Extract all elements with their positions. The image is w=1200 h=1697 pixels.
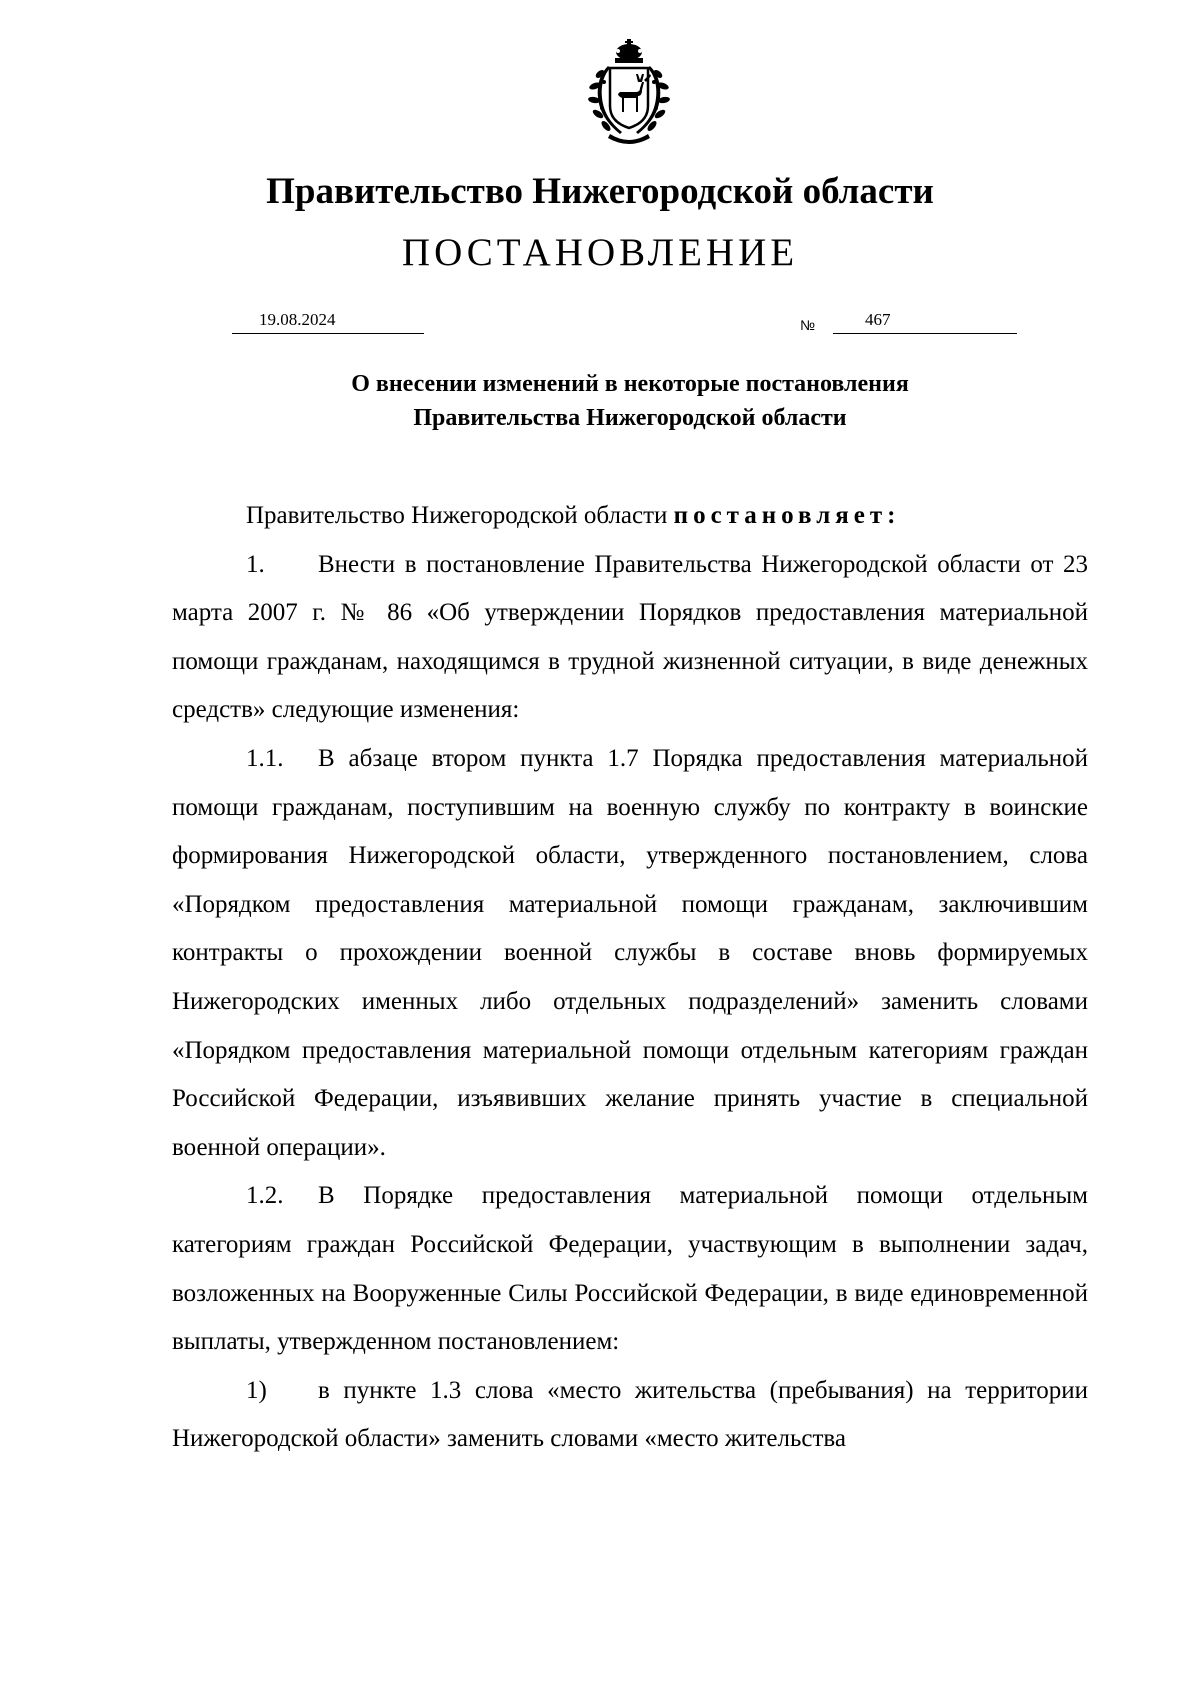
paragraph-1-2-item-1 — [172, 1367, 1088, 1464]
document-date-field — [232, 309, 424, 334]
paragraph-1-1 — [172, 735, 1088, 1172]
paragraph-number: 1.1. — [246, 744, 284, 772]
preamble — [172, 492, 1088, 541]
document-number-field — [833, 309, 1017, 334]
subject-line-1: О внесении изменений в некоторые постановления — [351, 371, 909, 397]
paragraph-number: 1. — [246, 550, 265, 578]
subject-line-2: Правительства Нижегородской области — [413, 405, 847, 431]
paragraph-number: 1) — [246, 1376, 267, 1404]
document-type: ПОСТАНОВЛЕНИЕ — [401, 231, 799, 274]
paragraph-1 — [172, 541, 1088, 735]
paragraph-text: в пункте 1.3 слова «место жительства (пребывания) на территории Нижегородской области» заменить словами «место жительства — [172, 1376, 1088, 1453]
organization-title: Правительство Нижегородской области — [266, 171, 934, 212]
document-number: 467 — [865, 310, 891, 329]
coat-of-arms-icon — [570, 38, 688, 150]
paragraph-text: Внести в постановление Правительства Нижегородской области от 23 марта 2007 г. № 86 «Об утверждении Порядков предоставления материальной помощи гражданам, находящимся в трудной жизненной ситуации, в виде денежных средств» следующие изменения: — [172, 550, 1088, 724]
document-body — [172, 492, 1088, 1464]
preamble-text: Правительство Нижегородской области — [246, 502, 674, 529]
document-subject — [0, 367, 1200, 435]
paragraph-1-2 — [172, 1172, 1088, 1366]
preamble-decree-word: постановляет: — [673, 502, 901, 529]
document-date: 19.08.2024 — [259, 310, 336, 329]
paragraph-number: 1.2. — [246, 1182, 284, 1210]
paragraph-text: В абзаце втором пункта 1.7 Порядка предоставления материальной помощи гражданам, поступившим на военную службу по контракту в воинские формирования Нижегородской области, утвержденного постановлением, слова «Порядком предоставления материальной помощи гражданам, заключившим контракты о прохождении военной службы в составе вновь формируемых Нижегородских именных либо отдельных подразделений» заменить словами «Порядком предоставления материальной помощи отдельным категориям граждан Российской Федерации, изъявивших желание принять участие в специальной военной операции». — [172, 744, 1088, 1161]
paragraph-text: В Порядке предоставления материальной помощи отдельным категориям граждан Российской Федерации, участвующим в выполнении задач, возложенных на Вооруженные Силы Российской Федерации, в виде единовременной выплаты, утвержденном постановлением: — [172, 1182, 1088, 1356]
number-sign: № — [800, 317, 816, 333]
